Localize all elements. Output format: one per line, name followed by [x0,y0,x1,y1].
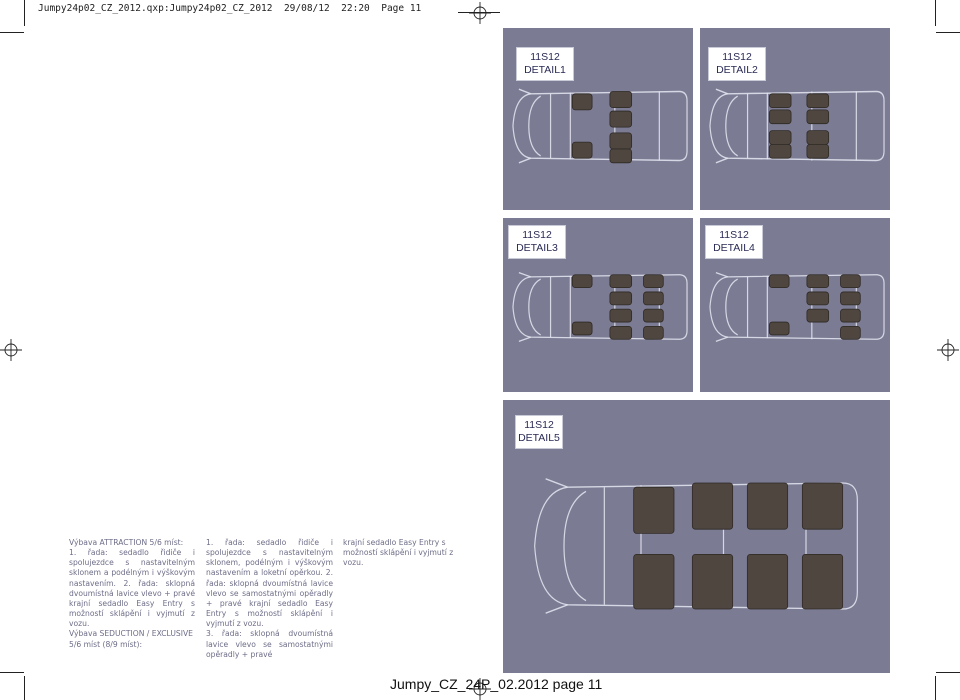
paragraph: 1. řada: sedadlo řidiče i spolujezdce s nastavitelným sklonem, podélným i výškovým nastavením a loketní opěrkou. 2. řada: sklopná dvoumístná lavice vlevo se samostatnými opěradly + pravé krajní sedadlo Easy Entry s možností sklápění i vyjmutí z vozu. [206,538,333,629]
seat [692,554,732,609]
seat [841,292,861,305]
seat [769,322,789,335]
seat [644,326,664,339]
seat [610,111,632,127]
pillar-lines [551,92,660,161]
seat [644,309,664,322]
windshield-line [726,96,738,156]
seat [644,275,664,288]
seat [747,554,787,609]
text-column-1 [69,538,195,650]
detail-label: DETAIL3 [516,242,558,254]
seat [802,554,842,609]
crop-mark [935,0,936,26]
text-column-3 [343,538,471,568]
paragraph: 1. řada: sedadlo řidiče i spolujezdce s nastavitelným sklonem a podélným i výškovým nastavením. 2. řada: sklopná dvoumístná lavice vlevo + pravé krajní sedadlo Easy Entry s možností sklápění i vyjmutí z vozu. [69,548,195,629]
seat [769,275,789,288]
seat [634,554,674,609]
seat [769,110,791,124]
detail-code: 11S12 [524,419,554,431]
slug-file: Jumpy24p02_CZ_2012.qxp:Jumpy24p02_CZ_2012 [38,3,273,14]
crop-mark [936,32,960,33]
slug-date: 29/08/12 [283,3,330,14]
seat [572,322,592,335]
seat [610,149,632,163]
slug-time: 22:20 [341,3,370,14]
seat [572,142,592,158]
seat [572,94,592,110]
seat [644,292,664,305]
paragraph: Výbava SEDUCTION / EXCLUSIVE 5/6 míst (8/9 míst): [69,629,193,649]
seat [610,133,632,149]
vehicle-outline [513,89,687,163]
seat [841,275,861,288]
detail-code: 11S12 [530,51,560,63]
seat [807,292,829,305]
seat [634,487,674,533]
seat [802,483,842,529]
detail-code: 11S12 [719,229,749,241]
registration-mark-icon [937,339,959,361]
crop-mark [24,676,25,700]
crop-mark [0,32,24,33]
vehicle-outline [710,89,884,163]
seat [692,483,732,529]
detail-tag [516,47,574,81]
pillar-lines [748,92,857,161]
body-outline [710,92,884,161]
seat [807,309,829,322]
detail-tag [705,225,763,259]
seat [610,92,632,108]
seat [807,131,829,145]
detail-tag [508,225,566,259]
pillar-lines [748,275,857,340]
detail-label: DETAIL4 [713,242,755,254]
detail-code: 11S12 [522,229,552,241]
windshield-line [529,279,541,335]
crop-mark [936,672,960,673]
seat [610,326,632,339]
seat [807,94,829,108]
seat [610,292,632,305]
footer-page-label: Jumpy_CZ_24P_02.2012 page 11 [390,676,603,692]
seat [610,309,632,322]
crop-mark [935,676,936,700]
seat [572,275,592,288]
detail-tag [708,47,766,81]
seat [841,326,861,339]
windshield-line [726,279,738,335]
windshield-line [529,96,541,156]
seat [747,483,787,529]
body-outline [513,92,687,161]
seat [807,110,829,124]
registration-mark-icon [469,2,491,24]
seat [807,275,829,288]
slug-page: Page 11 [381,3,422,14]
detail-label: DETAIL2 [716,64,758,76]
seat [841,309,861,322]
text-column-2 [206,538,333,660]
paragraph: Výbava ATTRACTION 5/6 míst: [69,538,184,547]
detail-label: DETAIL5 [518,432,560,444]
print-slug [38,3,421,14]
registration-mark-icon [0,339,22,361]
seat [769,131,791,145]
detail-label: DETAIL1 [524,64,566,76]
seat [610,275,632,288]
crop-mark [24,0,25,26]
seat [769,94,791,108]
crop-mark [0,672,24,673]
seat [769,144,791,158]
paragraph: krajní sedadlo Easy Entry s možností sklápění i vyjmutí z vozu. [343,538,454,568]
detail-tag [515,415,563,449]
seat [807,144,829,158]
pillar-lines [551,275,660,340]
detail-code: 11S12 [722,51,752,63]
paragraph: 3. řada: sklopná dvoumístná lavice vlevo se samostatnými opěradly + pravé [206,629,333,659]
windshield-line [564,491,586,600]
